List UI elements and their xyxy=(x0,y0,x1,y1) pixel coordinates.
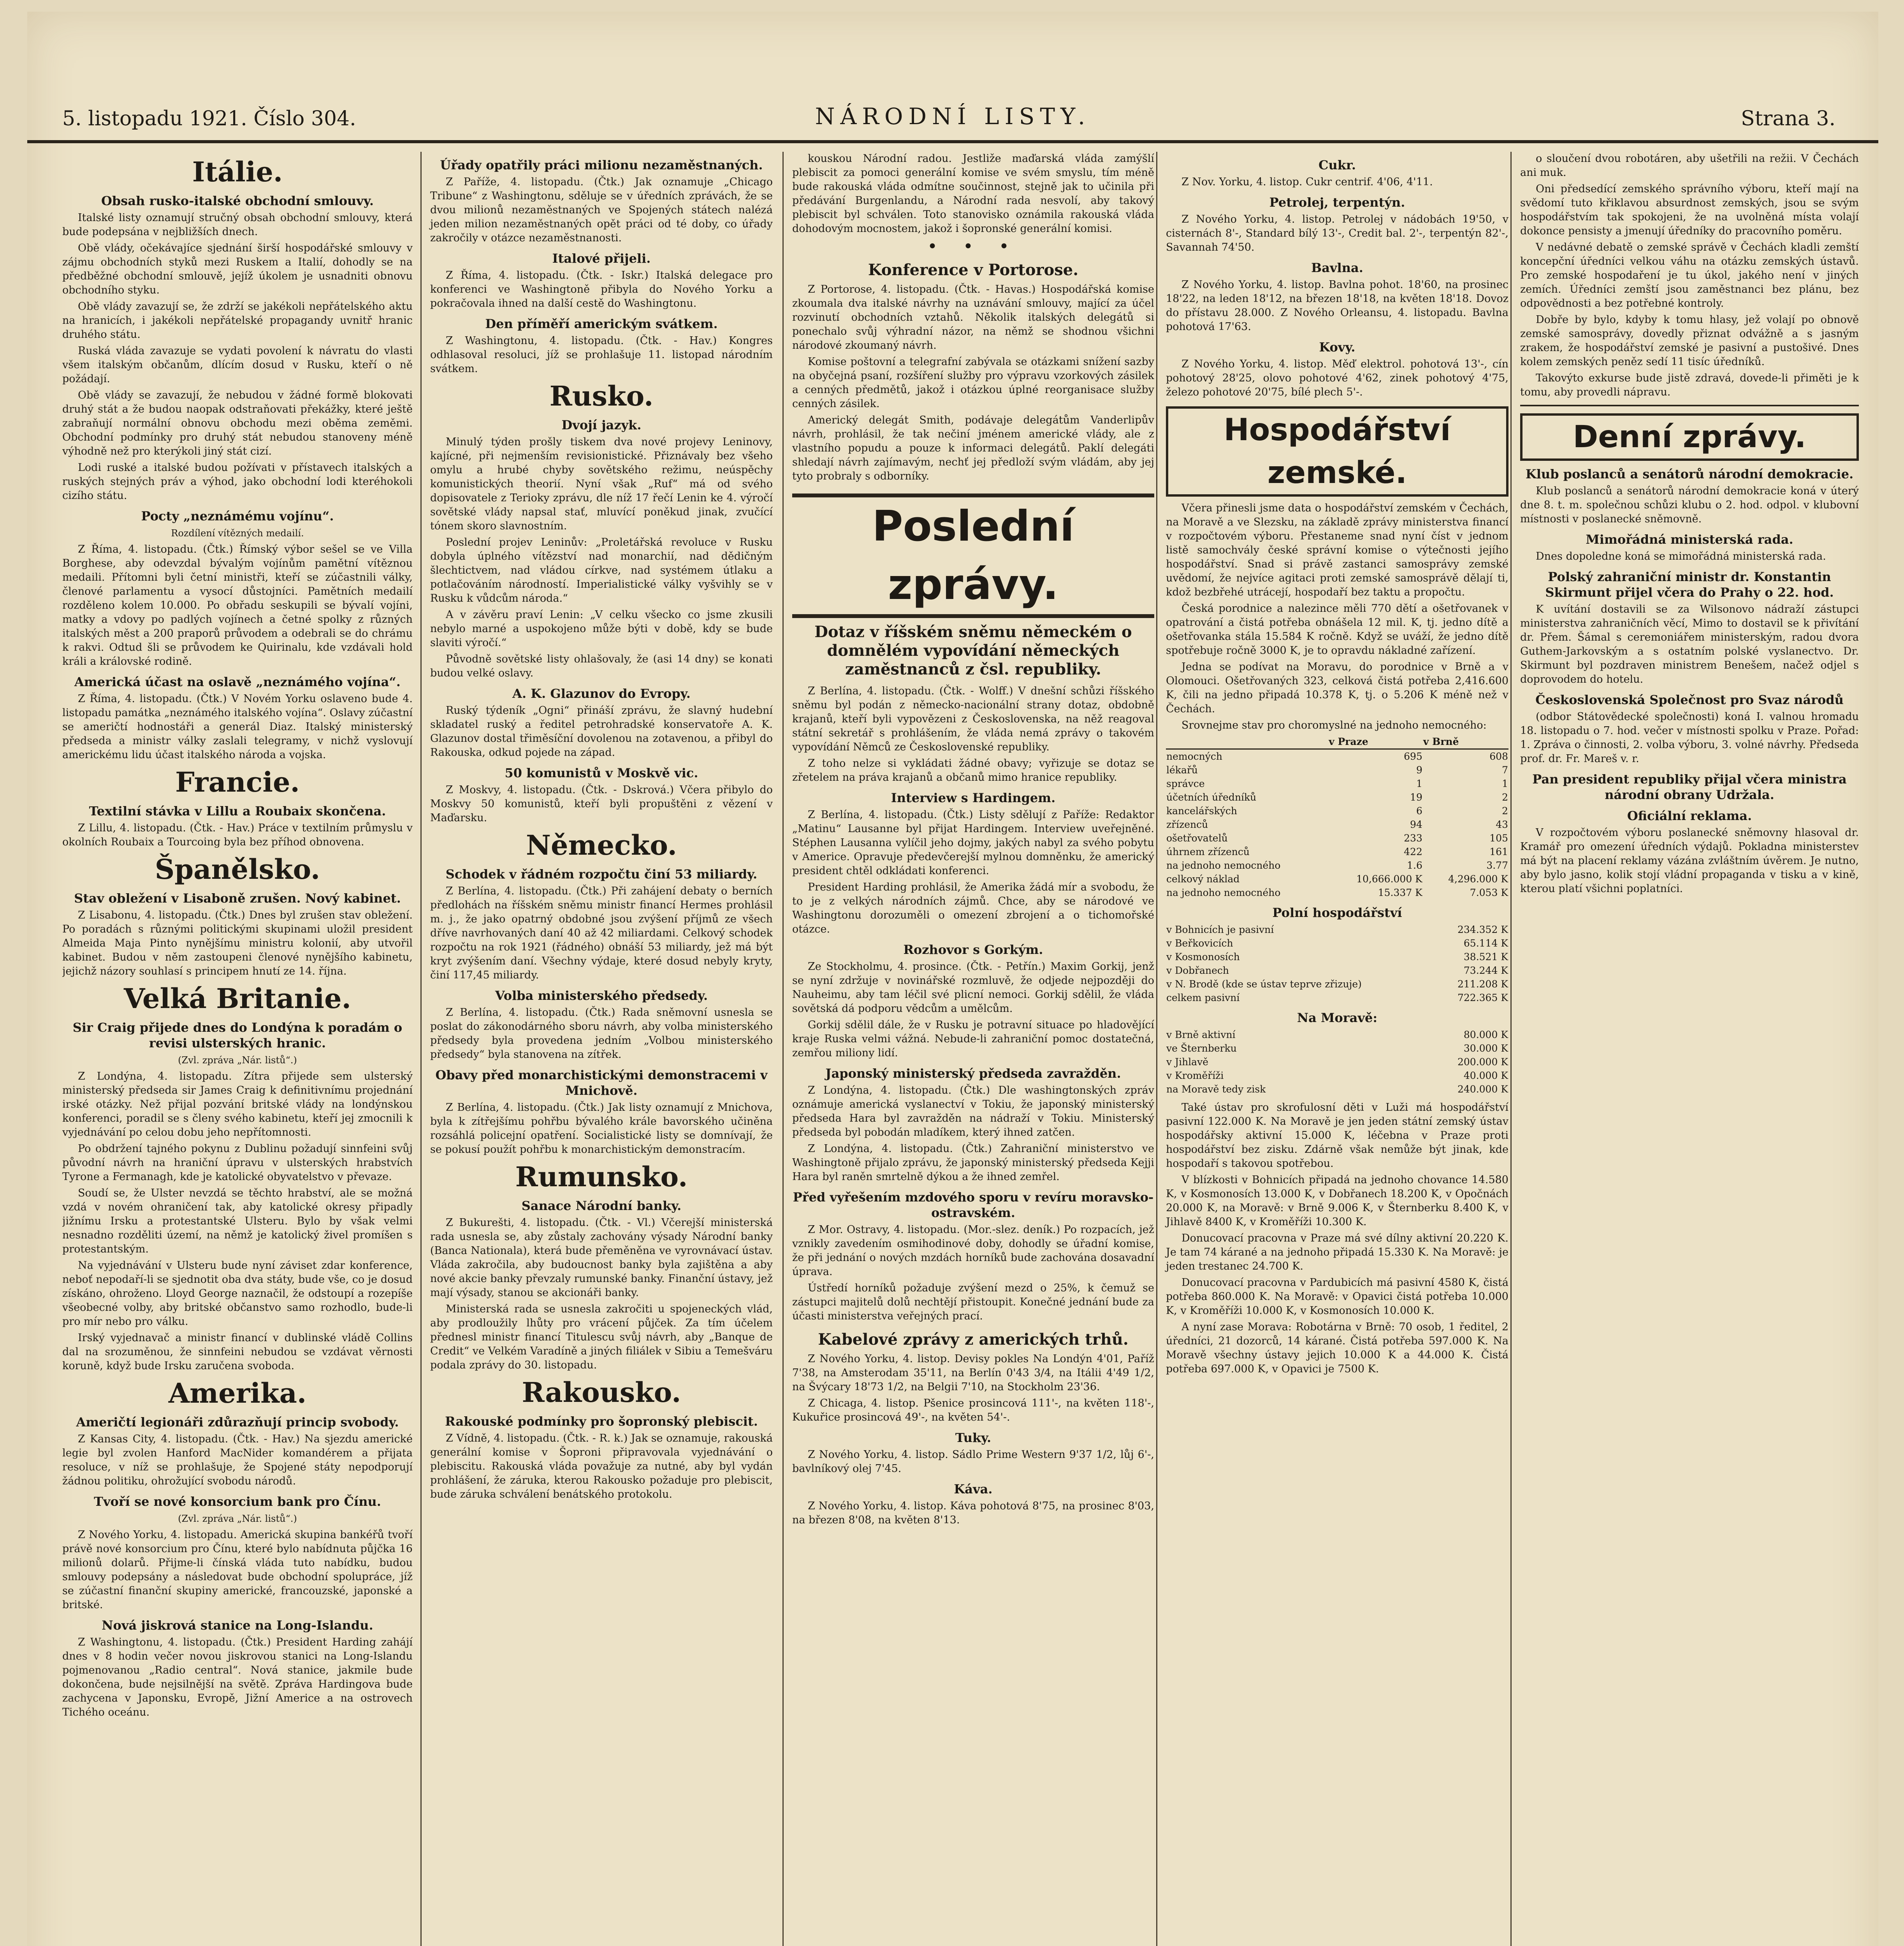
column-3 xyxy=(782,152,1154,1946)
article-paragraph: Obě vlády zavazují se, že zdrží se jakékoli nepřátelského aktu na hranicích, i jakékoli nepřátelské propagandy uvnitř hranic druhého státu. xyxy=(62,300,413,341)
article-paragraph: Poslední projev Leninův: „Proletářská revoluce v Rusku dobyla úplného vítězství nad monarchií, nad dědičným šlechtictvem, nad vládou církve, nad systémem útlaku a potlačováním národností. Imperialistické války vyšvihly se v Rusku k vůdcům národa.“ xyxy=(430,536,773,604)
market-subheading: Kovy. xyxy=(1319,340,1355,355)
article-paragraph: Ruský týdeník „Ogni“ přináší zprávu, že slavný hudební skladatel ruský a ředitel petrohradské konservatoře A. K. Glazunov dostal třiměsíční dovolenou na zotavenou, a přibyl do Rakouska, odkud pojede na západ. xyxy=(430,704,773,759)
table-row xyxy=(1166,1055,1508,1069)
article-paragraph: Irský vyjednavač a ministr financí v dublinské vládě Collins dal na srozuměnou, že sinnfeini nebudou se vzdávat věrnosti koruně, když bude Irsku zaručena svoboda. xyxy=(62,1332,413,1372)
article-paragraph: Z Mor. Ostravy, 4. listopadu. (Mor.-slez. deník.) Po rozpacích, jež vznikly zavedením osmihodinové doby, dohodly se úřadní komise, že při jednání o nových mzdách horníků bude zachována dosavadní úprava. xyxy=(792,1224,1154,1278)
news-title: Pan president republiky přijal včera ministra národní obrany Udržala. xyxy=(1532,772,1847,802)
article-subtitle: Rozdílení vítězných medailí. xyxy=(171,528,304,539)
table-cell: v Kroměříži xyxy=(1166,1070,1224,1081)
article-paragraph: Také ústav pro skrofulosní děti v Luži má hospodářství pasivní 122.000 K. Na Moravě je jen jeden státní zemský ústav hospodářsky aktivní 15.000 K, léčebna v Praze proti hospodářství bez zisku. Zdárně však nemůže být jinak, kde hospodaří s takovou spotřebou. xyxy=(1166,1101,1508,1170)
table-header-cell xyxy=(1166,735,1328,749)
article-paragraph: Z Lillu, 4. listopadu. (Čtk. - Hav.) Práce v textilním průmyslu v okolních Roubaix a Tourcoing byla bez příhod obnovena. xyxy=(62,822,413,848)
asylum-stats-table xyxy=(1166,735,1508,899)
table-cell: v Dobřanech xyxy=(1166,965,1229,976)
article-paragraph: Z Berlína, 4. listopadu. (Čtk.) Jak listy oznamují z Mnichova, byla k zítřejšímu pohřbu bývalého krále bavorského učiněna rozsáhlá policejní opatření. Socialistické listy se domnívají, že se pokusí použít pohřbu k monarchistickým demonstracím. xyxy=(430,1101,773,1156)
article-paragraph: Z Moskvy, 4. listopadu. (Čtk. - Dskrová.) Včera přibylo do Moskvy 50 komunistů, kteří byli propuštěni z vězení v Maďarsku. xyxy=(430,784,773,824)
article-paragraph: V blízkosti v Bohnicích připadá na jednoho chovance 14.580 K, v Kosmonosích 13.000 K, v Dobřanech 18.200 K, v Opočnách 20.000 K, na Moravě: v Brně 9.006 K, v Šternberku 8.400 K, v Jihlavě 8400 K, v Kroměříži 10.300 K. xyxy=(1166,1174,1508,1228)
article-paragraph: Z Vídně, 4. listopadu. (Čtk. - R. k.) Jak se oznamuje, rakouská generální komise v Šoproni připravovala vyjednávání o plebiscitu. Rakouská vláda považuje za nutné, aby byl vydán prohlášení, že záruka, kterou Rakousko požaduje pro plebiscit, bude záruka schválení benátského protokolu. xyxy=(430,1432,773,1500)
article-paragraph: Dobře by bylo, kdyby k tomu hlasy, jež volají po obnově zemské samosprávy, dovedly přiznat odvážně a s jasným zrakem, že hospodářství zemské je pasivní a pustošivé. Dnes kolem zemských peněz sedí 11 tisíc úředníků. xyxy=(1520,314,1859,368)
news-title: Československá Společnost pro Svaz národů xyxy=(1535,692,1844,707)
table-cell: 2 xyxy=(1502,792,1508,803)
article-paragraph: Z toho nelze si vykládati žádné obavy; vyřizuje se dotaz se zřetelem na práva krajanů a občanů mimo hranice republiky. xyxy=(792,757,1154,783)
section-heading: Hospodářství zemské. xyxy=(1166,406,1508,497)
moravia-stats-table xyxy=(1166,1028,1508,1096)
table-caption: Na Moravě: xyxy=(1297,1010,1378,1025)
article-paragraph: Z Washingtonu, 4. listopadu. (Čtk. - Hav.) Kongres odhlasoval resoluci, jíž se prohlašuje 11. listopad národním svátkem. xyxy=(430,335,773,375)
article-paragraph: kouskou Národní radou. Jestliže maďarská vláda zamýšlí plebiscit za pomoci generální komise ve svém smyslu, tím méně bude rakouská vláda odmítne součinnost, stejně jak to učinila při předávání Burgenlandu, a Národní rada nesvolí, aby takový plebiscit byl schválen. Toto stanovisko oznámila rakouská vláda dohodovým mocnostem, jakož i šopronské generální komisi. xyxy=(792,153,1154,235)
article-paragraph: V nedávné debatě o zemské správě v Čechách kladli zemští koncepční úředníci velkou váhu na otázku zemských ústavů. Pro zemské hospodaření je tu úkol, jakého není v jiných zemích. Úředníci zemští jsou zaměstnanci bez plánu, bez odpovědnosti a bez potřebné kontroly. xyxy=(1520,241,1859,309)
article-title: Úřady opatřily práci milionu nezaměstnaných. xyxy=(440,158,763,172)
article-paragraph: o sloučení dvou robotáren, aby ušetřili na režii. V Čechách ani muk. xyxy=(1520,153,1859,179)
article-title: Japonský ministerský předseda zavražděn. xyxy=(825,1066,1121,1081)
article-paragraph: Z Říma, 4. listopadu. (Čtk. - Iskr.) Italská delegace pro konferenci ve Washingtoně přibyla do Nového Yorku a pokračovala ihned na další cestě do Washingtonu. xyxy=(430,269,773,309)
market-subheading: Cukr. xyxy=(1319,158,1356,172)
news-title: Klub poslanců a senátorů národní demokracie. xyxy=(1525,467,1854,481)
table-cell: zřízenců xyxy=(1166,819,1208,830)
table-cell: na Moravě tedy zisk xyxy=(1166,1084,1266,1095)
table-cell: 7.053 K xyxy=(1470,887,1508,898)
article-title: Rozhovor s Gorkým. xyxy=(903,942,1043,957)
table-cell: kancelářských xyxy=(1166,805,1238,817)
section-heading: Velká Britanie. xyxy=(124,982,351,1015)
article-title: Den příměří americkým svátkem. xyxy=(485,316,718,331)
article-paragraph: President Harding prohlásil, že Amerika žádá mír a svobodu, že to je z velkých národních zájmů. Chce, aby se národové ve Washingtonu dorozuměli o omezení zbrojení a o tichomořské otázce. xyxy=(792,881,1154,935)
article-paragraph: K uvítání dostavili se za Wilsonovo nádraží zástupci ministerstva zahraničních věcí, Mimo to dostavil se k přivítání dr. Přem. Šámal s ceremoniářem ministerským, radou dvora Guthem-Jarkovským a s ostatním polské vyslanectvo. Dr. Skirmunt byl pozdraven ministrem Benešem, načež odjel s doprovodem do hotelu. xyxy=(1520,603,1859,685)
article-paragraph: Z Chicaga, 4. listop. Pšenice prosincová 111'-, na květen 118'-, Kukuřice prosincová 49'-, na květen 54'-. xyxy=(792,1397,1154,1423)
section-heading: Německo. xyxy=(526,829,677,861)
table-cell: 65.114 K xyxy=(1463,938,1508,949)
article-paragraph: Z Berlína, 4. listopadu. (Čtk.) Listy sdělují z Paříže: Redaktor „Matinu“ Lausanne byl přijat Hardingem. Interview uveřejněné. Stéphen Lausanna vylíčil jeho dojmy, jakých nabyl za svého pobytu v Americe. Opravuje předevčerejší mylnou domněnku, že americký president chtěl odkládati konferenci. xyxy=(792,809,1154,877)
table-row xyxy=(1166,749,1508,764)
article-paragraph: V rozpočtovém výboru poslanecké sněmovny hlasoval dr. Kramář pro omezení úředních výdajů. Pokladna ministerstev má být na placení reklamy vázána zvláštním úvěrem. Je nutno, aby bylo jasno, kolik stojí vládní propaganda v tisku a v kině, kterou platí všichni poplatníci. xyxy=(1520,827,1859,895)
section-heading: Rakousko. xyxy=(522,1376,681,1409)
article-title: Italové přijeli. xyxy=(552,251,651,266)
article-paragraph: Původně sovětské listy ohlašovaly, že (asi 14 dny) se konati budou velké oslavy. xyxy=(430,653,773,679)
article-paragraph: Z Nového Yorku, 4. listop. Káva pohotová 8'75, na prosinec 8'03, na březen 8'08, na květen 8'13. xyxy=(792,1500,1154,1526)
article-paragraph: Americký delegát Smith, podávaje delegátům Vanderlipův návrh, prohlásil, že tak nečiní jménem americké vlády, ale z vlastního popudu a pouze k informaci delegátů. Paklí delegáti shledají návrh zajímavým, nechť jej předloží svým vládám, aby jej tyto probraly s odborníky. xyxy=(792,414,1154,482)
table-cell: 94 xyxy=(1410,819,1422,830)
table-header-cell: v Brně xyxy=(1423,735,1508,749)
table-cell: na jednoho nemocného xyxy=(1166,860,1281,871)
article-paragraph: A nyní zase Morava: Robotárna v Brně: 70 osob, 1 ředitel, 2 úředníci, 21 dozorců, 14 kárané. Čistá potřeba 597.000 K. Na Moravě všechny ústavy jejich 10.000 K a 44.000 K. Čistá potřeba 697.000 K, v Opavici je 7500 K. xyxy=(1166,1321,1508,1375)
table-cell: v Beřkovicích xyxy=(1166,938,1233,949)
article-paragraph: Donucovací pracovna v Pardubicích má pasivní 4580 K, čistá potřeba 860.000 K. Na Moravě: v Opavici čistá potřeba 10.000 K, v Kroměříži 10.000 K, v Kosmonosích 10.000 K. xyxy=(1166,1277,1508,1317)
table-cell: 6 xyxy=(1416,805,1422,817)
table-cell: ošetřovatelů xyxy=(1166,832,1228,844)
article-paragraph: Gorkij sdělil dále, že v Rusku je potravní situace po hladovějící kraje Ruska velmi vážná. Nebude-li zahraniční pomoc dostatečná, zemřou miliony lidí. xyxy=(792,1019,1154,1059)
table-caption: Polní hospodářství xyxy=(1272,905,1402,920)
table-cell: 3.77 xyxy=(1486,860,1508,871)
article-title: Pocty „neznámému vojínu“. xyxy=(141,509,334,523)
table-cell: 15.337 K xyxy=(1378,887,1422,898)
table-row xyxy=(1166,923,1508,936)
table-cell: nemocných xyxy=(1166,751,1222,762)
issue-date: 5. listopadu 1921. Číslo 304. xyxy=(62,107,356,130)
article-paragraph: Z Paříže, 4. listopadu. (Čtk.) Jak oznamuje „Chicago Tribune“ z Washingtonu, sděluje se v úředních zprávách, že se dvou milionů nezaměstnaných ve Spojených státech nalézá jeden milion nezaměstnaných opět práci od té doby, co úřady zakročily v otázce nezaměstnanosti. xyxy=(430,176,773,244)
article-title: Kabelové zprávy z amerických trhů. xyxy=(818,1330,1129,1349)
table-cell: 30.000 K xyxy=(1463,1043,1508,1054)
article-title: Obsah rusko-italské obchodní smlouvy. xyxy=(101,193,374,208)
table-row xyxy=(1166,1028,1508,1041)
table-cell: 200.000 K xyxy=(1457,1056,1508,1068)
table-cell: lékařů xyxy=(1166,764,1198,776)
article-paragraph: Ústředí horníků požaduje zvýšení mezd o 25%, k čemuž se zástupci majitelů dolů nechtějí přistoupit. Konečné jednání bude za účasti ministerstva veřejných prací. xyxy=(792,1282,1154,1322)
table-cell: 1 xyxy=(1416,778,1422,789)
article-paragraph: Z Nového Yorku, 4. listop. Petrolej v nádobách 19'50, v cisternách 8'-, Standard bílý 13'-, Credit bal. 2'-, terpentýn 82'-, Savannah 74'50. xyxy=(1166,213,1508,253)
article-paragraph: Z Berlína, 4. listopadu. (Čtk. - Wolff.) V dnešní schůzi říšského sněmu byl podán z německo-nacionální strany dotaz, obdobně krajanů, kteří byli vypovězeni z Československa, na něž reagoval státní sekretář s prohlášením, že vláda nemá zprávy o takovém vypovídání Němců ze Československé republiky. xyxy=(792,685,1154,753)
article-paragraph: Donucovací pracovna v Praze má své dílny aktivní 20.220 K. Je tam 74 kárané a na jednoho připadá 15.330 K. Na Moravě: je jeden trestanec 24.700 K. xyxy=(1166,1232,1508,1272)
table-cell: účetních úředníků xyxy=(1166,792,1257,803)
table-row xyxy=(1166,991,1508,1005)
table-cell: 38.521 K xyxy=(1463,951,1508,962)
article-paragraph: Lodi ruské a italské budou požívati v přístavech italských a ruských stejných práv a výhod, jako obchodní lodi kteréhokoli cizího státu. xyxy=(62,462,413,502)
article-title: Schodek v řádném rozpočtu činí 53 miliardy. xyxy=(445,867,758,882)
article-paragraph: Komise poštovní a telegrafní zabývala se otázkami snížení sazby na obyčejná psaní, rozšíření služby pro výpravu vzorkových zásilek a cenných předmětů, jakož i otázkou úplné reorganisace služby cenných zásilek. xyxy=(792,356,1154,410)
article-paragraph: Obě vlády se zavazují, že nebudou v žádné formě blokovati druhý stát a že budou naopak odstraňovati překážky, které ještě zabraňují normální obnovu obchodu mezi oběma zeměmi. Obchodní podmínky pro druhý stát nebudou stanoveny méně výhodně než pro kterýkoli jiný stát cizí. xyxy=(62,389,413,457)
table-cell: 105 xyxy=(1489,832,1508,844)
article-paragraph: Ministerská rada se usnesla zakročiti u spojeneckých vlád, aby prodloužily lhůty pro vrácení půjček. Za tím účelem přednesl ministr financí Titulescu svůj návrh, aby „Banque de Credit“ ve Velkém Varadíně a jiných filiálek v Sibiu a Temešváru podala zprávy do 30. listopadu. xyxy=(430,1303,773,1371)
table-cell: 40.000 K xyxy=(1463,1070,1508,1081)
article-paragraph: Ruská vláda zavazuje se vydati povolení k návratu do vlasti všem italským občanům, dlícím dosud v Rusku, kteří o ně požádají. xyxy=(62,345,413,385)
article-paragraph: Z Bukurešti, 4. listopadu. (Čtk. - Vl.) Včerejší ministerská rada usnesla se, aby zůstaly zachovány výsady Národní banky (Banca Nationala), která bude přeměněna ve vyrovnávací ústav. Vláda zakročila, aby budoucnost banky byla zajištěna a aby nové akcie banky převzaly rumunské banky. Finanční ústavy, jež mají výsady, stanou se akcionáři banky. xyxy=(430,1217,773,1299)
table-row xyxy=(1166,790,1508,804)
divider xyxy=(1520,405,1859,406)
table-cell: 73.244 K xyxy=(1463,965,1508,976)
news-title: Mimořádná ministerská rada. xyxy=(1586,532,1793,547)
article-paragraph: Takovýto exkurse bude jistě zdravá, dovede-li přiměti je k tomu, aby provedli nápravu. xyxy=(1520,372,1859,398)
table-cell: 695 xyxy=(1404,751,1422,762)
article-paragraph: Z Nového Yorku, 4. listop. Sádlo Prime Western 9'37 1/2, lůj 6'-, bavlníkový olej 7'45. xyxy=(792,1449,1154,1475)
table-row xyxy=(1166,1069,1508,1082)
table-cell: 422 xyxy=(1404,846,1422,857)
table-caption: Srovnejme stav pro choromyslné na jednoho nemocného: xyxy=(1181,719,1487,731)
masthead xyxy=(27,12,1878,143)
table-cell: 2 xyxy=(1502,805,1508,817)
market-subheading: Káva. xyxy=(954,1482,993,1496)
article-paragraph: Soudí se, že Ulster nevzdá se těchto hrabství, ale se možná vzdá v novém ohraničení tak, aby katolické okresy připadly jižnímu Irsku a protestantské Ulsteru. Bylo by však velmi nesnadno rozděliti území, na němž je katolický živel promíšen s protestantským. xyxy=(62,1187,413,1255)
section-heading: Denní zprávy. xyxy=(1520,413,1859,461)
section-heading: Španělsko. xyxy=(155,853,320,885)
article-title: Nová jiskrová stanice na Long-Islandu. xyxy=(102,1618,373,1633)
article-paragraph: Z Nového Yorku, 4. listop. Měď elektrol. pohotová 13'-, cín pohotový 28'25, olovo pohotové 4'62, zinek pohotový 4'75, železo pohotové 20'75, bílé plech 5'-. xyxy=(1166,358,1508,398)
section-heading: Itálie. xyxy=(192,156,283,188)
table-row xyxy=(1166,859,1508,872)
table-row xyxy=(1166,763,1508,777)
article-paragraph: Z Říma, 4. listopadu. (Čtk.) Římský výbor sešel se ve Villa Borghese, aby odevzdal bývalým vojínům pamětní vítěznou medaili. Přítomni byli četní ministři, kteří se zúčastnili války, členové parlamentu a vysocí důstojníci. Pamětních medailí rozděleno kolem 10.000. Po obřadu seskupili se bývalí vojíni, matky a vdovy po padlých vojínech a četné spolky z různých italských měst a 200 praporů průvodem a odebrali se do chrámu k rakvi. Odtud šli se průvodem ke Quirinalu, kde vzdávali hold králi a královské rodině. xyxy=(62,543,413,667)
table-row xyxy=(1166,818,1508,831)
article-title: 50 komunistů v Moskvě vic. xyxy=(505,766,698,780)
table-cell: v Kosmonosích xyxy=(1166,951,1240,962)
article-source: (Zvl. zpráva „Nár. listů“.) xyxy=(178,1513,297,1524)
article-paragraph: Z Nového Yorku, 4. listopadu. Americká skupina bankéřů tvoří právě nové konsorcium pro Čínu, které bylo nabídnuta půjčka 16 milionů dolarů. Přijme-li čínská vláda tuto nabídku, budou smlouvy podepsány a následovat bude obchodní spolupráce, jíž se zúčastní finanční skupiny americké, francouzské, japonské a britské. xyxy=(62,1529,413,1611)
article-paragraph: Z Nov. Yorku, 4. listop. Cukr centrif. 4'06, 4'11. xyxy=(1181,176,1433,188)
article-title: Dotaz v říšském sněmu německém o domnělém vypovídání německých zaměstnanců z čsl. republiky. xyxy=(814,623,1132,678)
article-paragraph: Z Nového Yorku, 4. listop. Devisy pokles Na Londýn 4'01, Paříž 7'38, na Amsterodam 35'11, na Berlín 0'43 3/4, na Itálii 4'49 1/2, na Švýcary 18'73 1/2, na Belgii 7'10, na Stockholm 23'36. xyxy=(792,1353,1154,1393)
article-paragraph: (odbor Státovědecké společnosti) koná I. valnou hromadu 18. listopadu o 7. hod. večer v místnosti spolku v Praze. Pořad: 1. Zpráva o činnosti, 2. volba výboru, 3. volné návrhy. Předseda prof. dr. Fr. Mareš v. r. xyxy=(1520,711,1859,765)
table-cell: 1.6 xyxy=(1407,860,1422,871)
article-title: Konference v Portorose. xyxy=(868,261,1079,279)
section-heading: Rumunsko. xyxy=(515,1161,688,1193)
table-cell: 722.365 K xyxy=(1457,992,1508,1003)
table-row xyxy=(1166,845,1508,859)
farm-stats-table xyxy=(1166,923,1508,1005)
article-paragraph: Klub poslanců a senátorů národní demokracie koná v úterý dne 8. t. m. společnou schůzi klubu o 2. hod. odpol. v klubovní místnosti v poslanecké sněmovně. xyxy=(1520,485,1859,525)
table-cell: 7 xyxy=(1502,764,1508,776)
newspaper-title: NÁRODNÍ LISTY. xyxy=(815,103,1091,130)
table-cell: v N. Brodě (kde se ústav teprve zřizuje) xyxy=(1166,978,1362,990)
table-cell: 10,666.000 K xyxy=(1356,873,1422,885)
article-paragraph: Obě vlády, očekávajíce sjednání širší hospodářské smlouvy v zájmu obchodních styků mezi Ruskem a Italií, dohodly se na předběžné obchodní smlouvě, jejíž úkolem je usnadniti obnovu obchodního styku. xyxy=(62,242,413,296)
article-paragraph: Z Říma, 4. listopadu. (Čtk.) V Novém Yorku oslaveno bude 4. listopadu památka „neznámého italského vojína“. Oslavy zúčastní se američtí hodnostáři a generál Diaz. Italský ministerský předseda a ministr války zaslali telegramy, v nichž vyslovují americkému lidu účast italského národa a vojska. xyxy=(62,693,413,761)
table-cell: 234.352 K xyxy=(1457,924,1508,935)
table-row xyxy=(1166,777,1508,790)
column-2 xyxy=(420,152,773,1946)
table-cell: 161 xyxy=(1489,846,1508,857)
article-title: Volba ministerského předsedy. xyxy=(495,988,708,1003)
table-cell: 43 xyxy=(1496,819,1508,830)
separator-stars: • • • xyxy=(927,237,1019,256)
section-heading: Rusko. xyxy=(549,380,654,412)
table-cell: 608 xyxy=(1489,751,1508,762)
article-title: Před vyřešením mzdového sporu v revíru moravsko-ostravském. xyxy=(793,1190,1154,1220)
table-cell: na jednoho nemocného xyxy=(1166,887,1281,898)
article-title: Stav obležení v Lisaboně zrušen. Nový kabinet. xyxy=(74,891,401,906)
table-cell: úhrnem zřízenců xyxy=(1166,846,1250,857)
table-cell: správce xyxy=(1166,778,1205,789)
article-title: Američtí legionáři zdůrazňují princip svobody. xyxy=(76,1415,399,1430)
article-title: A. K. Glazunov do Evropy. xyxy=(512,686,691,701)
table-cell: 1 xyxy=(1502,778,1508,789)
article-title: Sanace Národní banky. xyxy=(521,1198,682,1213)
table-cell: ve Šternberku xyxy=(1166,1043,1237,1054)
article-paragraph: Ze Stockholmu, 4. prosince. (Čtk. - Petřín.) Maxim Gorkij, jenž se nyní zdržuje v novinářské rozmluvě, že odjede nejpozději do Nauheimu, aby tam léčil své plicní nemoci. Gorkij sdělil, že vláda sovětská dá podporu vědcům a umělcům. xyxy=(792,961,1154,1015)
article-title: Textilní stávka v Lillu a Roubaix skončena. xyxy=(89,804,386,818)
article-paragraph: Z Washingtonu, 4. listopadu. (Čtk.) President Harding zahájí dnes v 8 hodin večer novou jiskrovou stanici na Long-Islandu pojmenovanou „Radio central“. Nová stanice, jakmile bude dokončena, bude nejsilnější na světě. Zpráva Hardingova bude zachycena v Japonsku, Evropě, Jižní Americe a na ostrovech Tichého oceánu. xyxy=(62,1636,413,1718)
table-cell: 80.000 K xyxy=(1463,1029,1508,1040)
article-title: Americká účast na oslavě „neznámého vojína“. xyxy=(74,674,401,689)
column-1 xyxy=(62,152,413,1946)
article-paragraph: Z Portorose, 4. listopadu. (Čtk. - Havas.) Hospodářská komise zkoumala dva italské návrhy na uznávání smlouvy, mající za účel rozvinutí obchodních vztahů. Několik italských delegátů si ponechalo svůj výhradní názor, na němž se shodnou všichni národové zkoumaný návrh. xyxy=(792,283,1154,351)
table-cell: celkem pasivní xyxy=(1166,992,1240,1003)
article-paragraph: Z Londýna, 4. listopadu. (Čtk.) Dle washingtonských zpráv oznámuje americká vyslanectví v Tokiu, že japonský ministerský předseda Hara byl zavražděn na nádraží v Tokiu. Ministerský předseda byl pobodán mladíkem, který ihned zatčen. xyxy=(792,1084,1154,1138)
article-title: Rakouské podmínky pro šopronský plebiscit. xyxy=(445,1414,758,1429)
table-row xyxy=(1166,872,1508,886)
table-cell: 9 xyxy=(1416,764,1422,776)
article-paragraph: Z Londýna, 4. listopadu. (Čtk.) Zahraniční ministerstvo ve Washingtoně přijalo zprávu, že japonský ministerský předseda Kejji Hara byl raněn smrtelně dýkou a že ihned zemřel. xyxy=(792,1143,1154,1183)
article-paragraph: Z Berlína, 4. listopadu. (Čtk.) Rada sněmovní usnesla se poslat do zákonodárného sboru návrh, aby volba ministerského předsedy byla provedena jedním „Volbou ministerského předsedy“ byla stanovena na zítřek. xyxy=(430,1006,773,1061)
table-cell: celkový náklad xyxy=(1166,873,1240,885)
article-title: Dvojí jazyk. xyxy=(561,418,642,432)
article-paragraph: Minulý týden prošly tiskem dva nové projevy Leninovy, kajícné, při nejmenším revisionistické. Přiznávaly bez všeho omylu a hrubé chyby sovětského režimu, neúspěchy komunistických theorií. Nyní však „Ruf“ má od svého dopisovatele z Terioky zprávu, dle níž 17 řečí Lenin ke 4. výročí sovětské vlády napsal stať, mluvící poněkud jinak, zvučící tónem skoro slavnostním. xyxy=(430,436,773,532)
article-paragraph: Z Londýna, 4. listopadu. Zítra přijede sem ulsterský ministerský předseda sir James Craig k definitivnímu projednání irské otázky. Než přijal pozvání britské vlády na londýnskou konferenci, poradil se s členy svého kabinetu, kteří jej zmocnili k vyjednávání po celou dobu jeho nepřítomnosti. xyxy=(62,1070,413,1138)
article-paragraph: A v závěru praví Lenin: „V celku všecko co jsme zkusili nebylo marné a uspokojeno může býti v době, kdy se bude slaviti výročí.“ xyxy=(430,609,773,649)
article-title: Interview s Hardingem. xyxy=(891,790,1056,805)
article-title: Obavy před monarchistickými demonstracemi v Mnichově. xyxy=(435,1068,768,1098)
article-paragraph: Italské listy oznamují stručný obsah obchodní smlouvy, která bude podepsána v nejbližších dnech. xyxy=(62,212,413,238)
article-paragraph: Po obdržení tajného pokynu z Dublinu požadují sinnfeini svůj původní návrh na hraniční úpravu v ulsterských hrabstvích Tyrone a Fermanagh, kde je katolické obyvatelstvo v převaze. xyxy=(62,1143,413,1183)
table-cell: v Brně aktivní xyxy=(1166,1029,1236,1040)
table-cell: 233 xyxy=(1404,832,1422,844)
table-row xyxy=(1166,804,1508,818)
table-row xyxy=(1166,936,1508,950)
column-5 xyxy=(1510,152,1859,1946)
article-title: Sir Craig přijede dnes do Londýna k poradám o revisi ulsterských hranic. xyxy=(72,1020,403,1050)
article-title: Tvoří se nové konsorcium bank pro Čínu. xyxy=(94,1494,381,1509)
latest-news-banner: Poslední zprávy. xyxy=(792,494,1154,618)
table-cell: v Bohnicích je pasivní xyxy=(1166,924,1274,935)
article-paragraph: Dnes dopoledne koná se mimořádná ministerská rada. xyxy=(1536,550,1826,562)
article-paragraph: Na vyjednávání v Ulsteru bude nyní záviset zdar konference, neboť nepodaří-li se sjednotit oba dva státy, bude vše, co je dosud získáno, ohroženo. Lloyd George naznačil, že odstoupí a rozepíše všeobecné volby, aby britské občanstvo samo rozhodlo, bude-li pro mír nebo pro válku. xyxy=(62,1259,413,1328)
market-subheading: Bavlna. xyxy=(1311,260,1363,275)
news-title: Polský zahraniční ministr dr. Konstantin Skirmunt přijel včera do Prahy o 22. hod. xyxy=(1545,569,1834,600)
news-title: Oficiální reklama. xyxy=(1627,808,1752,823)
table-row xyxy=(1166,964,1508,977)
market-subheading: Tuky. xyxy=(955,1430,992,1445)
article-paragraph: Z Lisabonu, 4. listopadu. (Čtk.) Dnes byl zrušen stav obležení. Po poradách s různými politickými skupinami uložil president Almeida Maja Pinto nynějšímu ministru kolonií, aby utvořil kabinet. Budou v něm zastoupeni členové nynějšího kabinetu, jejichž názory souhlasí s principem hnutí ze 14. října. xyxy=(62,909,413,977)
article-source: (Zvl. zpráva „Nár. listů“.) xyxy=(178,1055,297,1066)
table-row xyxy=(1166,950,1508,964)
table-header-cell: v Praze xyxy=(1328,735,1423,749)
table-cell: 211.208 K xyxy=(1457,978,1508,990)
article-paragraph: Včera přinesli jsme data o hospodářství zemském v Čechách, na Moravě a ve Slezsku, na základě zprávy ministerstva financí v rozpočtovém výboru. Přestaneme snad nyní číst v jednom listě samochvály české správní komise o výtečnosti jejího hospodářství. Snad si právě zastanci samosprávy zemské uvědomí, že nejvíce agitaci proti zemské samosprávě dělají ti, kdož bezbřehé utrácejí, hospodaří bez taktu a propočtu. xyxy=(1166,502,1508,598)
article-paragraph: Z Berlína, 4. listopadu. (Čtk.) Při zahájení debaty o berních předlohách na říšském sněmu ministr financí Hermes prohlásil m. j., že jako opatrný obdobné jsou zvýšení příjmů ze všech dříve navrhovaných daní 40 až 42 miliardami. Celkový schodek rozpočtu na rok 1921 (řádného) obnáší 53 miliardy, jež má být kryt zvýšením daní. Všechny výdaje, které dosud nebyly kryty, činí 117,45 miliardy. xyxy=(430,885,773,981)
table-cell: v Jihlavě xyxy=(1166,1056,1209,1068)
column-4 xyxy=(1156,152,1508,1946)
table-row xyxy=(1166,1082,1508,1096)
article-paragraph: Česká porodnice a nalezince měli 770 dětí a ošetřovanek v opatrování a čistá potřeba obnášela 12 mil. K, tj. jedno dítě a ošetřovanka stála 15.584 K ročně. Když se uváží, že jedno dítě spotřebuje ročně 3000 K, je to opravdu nákladné zařízení. xyxy=(1166,602,1508,657)
article-paragraph: Jedna se podívat na Moravu, do porodnice v Brně a v Olomouci. Ošetřovaných 323, celková čistá potřeba 2,416.600 K, čili na jedno připadá 10.378 K, tj. o 5.206 K méně než v Čechách. xyxy=(1166,661,1508,715)
article-paragraph: Z Nového Yorku, 4. listop. Bavlna pohot. 18'60, na prosinec 18'22, na leden 18'12, na březen 18'18, na květen 18'18. Dovoz do přístavu 28.000. Z Nového Orleansu, 4. listopadu. Bavlna pohotová 17'63. xyxy=(1166,279,1508,333)
table-row xyxy=(1166,831,1508,845)
table-row xyxy=(1166,886,1508,899)
table-row xyxy=(1166,977,1508,991)
table-cell: 240.000 K xyxy=(1457,1084,1508,1095)
article-paragraph: Oni předsedící zemského správního výboru, kteří mají na svědomí tuto křiklavou absurdnost zemských, jsou se svým hospodářstvím tak spokojeni, že na uvolněná místa volají dokonce pensisty a jmenují úředníky do pracovního poměru. xyxy=(1520,183,1859,237)
article-paragraph: Z Kansas City, 4. listopadu. (Čtk. - Hav.) Na sjezdu americké legie byl zvolen Hanford MacNider komandérem a přijata resoluce, v níž se prohlašuje, že Spojené státy nepodporují žádnou politiku, ohrožující svobodu národů. xyxy=(62,1433,413,1487)
market-subheading: Petrolej, terpentýn. xyxy=(1269,195,1405,210)
table-row xyxy=(1166,1041,1508,1055)
table-cell: 4,296.000 K xyxy=(1448,873,1508,885)
newspaper-page xyxy=(27,12,1878,1946)
section-heading: Amerika. xyxy=(168,1377,307,1409)
table-cell: 19 xyxy=(1410,792,1422,803)
section-heading: Francie. xyxy=(175,766,300,798)
page-number: Strana 3. xyxy=(1740,107,1835,130)
